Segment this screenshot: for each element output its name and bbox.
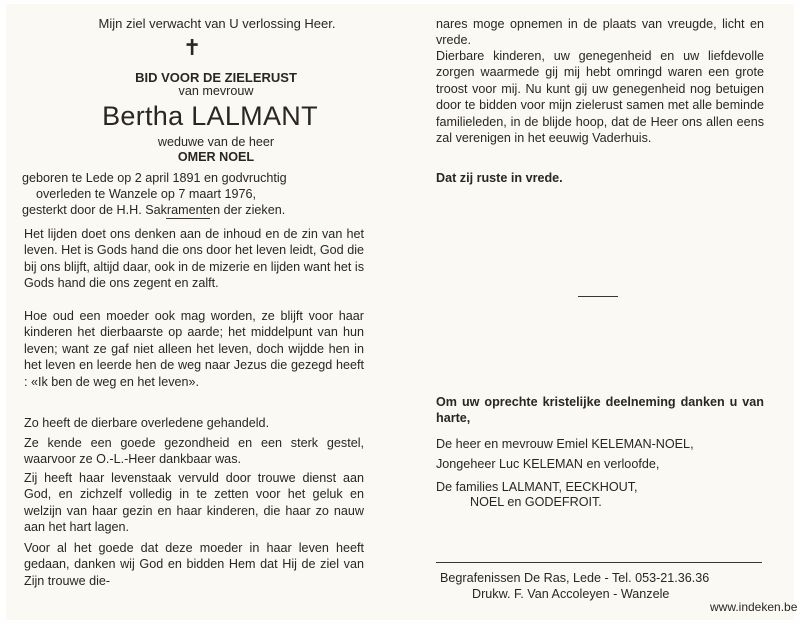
divider-right (578, 296, 618, 297)
widow-of: weduwe van de heer (157, 135, 275, 149)
printer: Drukw. F. Van Accoleyen - Wanzele (472, 587, 670, 601)
thanks-family-1: De heer en mevrouw Emiel KELEMAN-NOEL, (436, 437, 694, 451)
paragraph-health: Ze kende een goede gezondheid en een sterk gestel, waarvoor ze O.-L.-Heer dankbaar was. (24, 436, 364, 467)
thanks-family-4: NOEL en GODEFROIT. (470, 495, 602, 509)
thanks-title: Om uw oprechte kristelijke deelneming danken u van harte, (436, 395, 764, 426)
paragraph-mother: Hoe oud een moeder ook mag worden, ze blijft voor haar kinderen het dierbaarste op aarde; het middelpunt van hun leven; want ze gaf niet alleen het leven, doch wijdde hen in het leven en leerde hen de weg naar Jezus die gezegd heeft : «Ik ben de weg en het leven». (24, 309, 364, 389)
paragraph-service: Zij heeft haar levenstaak vervuld door trouwe dienst aan God, en zichzelf volledig in te zetten voor het geluk en welzijn van haar gezin en haar kinderen, die haar zo nauw aan het hart lagen. (24, 471, 364, 535)
thanks-family-3: De families LALMANT, EECKHOUT, (436, 480, 638, 494)
death-line: overleden te Wanzele op 7 maart 1976, (36, 187, 257, 201)
paragraph-gratitude: Voor al het goede dat deze moeder in haar leven heeft gedaan, danken wij God en bidden Hem dat Hij de ziel van Zijn trouwe die- (24, 541, 364, 588)
birth-line: geboren te Lede op 2 april 1891 en godvruchtig (22, 171, 287, 185)
thanks-family-2: Jongeheer Luc KELEMAN en verloofde, (436, 457, 660, 471)
divider-left (166, 218, 210, 219)
watermark[interactable]: www.indeken.be (710, 600, 798, 614)
bid-title: BID VOOR DE ZIELERUST (135, 70, 297, 85)
paragraph-children: Dierbare kinderen, uw genegenheid en uw liefdevolle zorgen waarmede gij mij hebt omringd waren een grote troost voor mij. Nu kunt gij uw genegenheid nog betuigen door te bidden voor mijn zielerust samen met alle beminde familieleden, in de blijde hoop, dat de Heer ons allen eens zal verenigen in het eeuwig Vaderhuis. (436, 49, 764, 146)
closing-prayer: Dat zij ruste in vrede. (436, 171, 563, 185)
sacraments-line: gesterkt door de H.H. Sakramenten der zieken. (22, 203, 286, 217)
paragraph-acted: Zo heeft de dierbare overledene gehandeld. (24, 416, 270, 430)
funeral-home: Begrafenissen De Ras, Lede - Tel. 053-21.36.36 (440, 571, 710, 585)
footer-divider (436, 562, 762, 563)
deceased-name: Bertha LALMANT (102, 101, 318, 131)
birth-death-info (22, 170, 362, 218)
memorial-card (6, 4, 798, 620)
paragraph-continuation: nares moge opnemen in de plaats van vreugde, licht en vrede. (436, 17, 764, 48)
verse: Mijn ziel verwacht van U verlossing Heer. (98, 16, 336, 31)
van-mevrouw: van mevrouw (178, 84, 254, 98)
cross-icon: ✝ (183, 36, 202, 61)
paragraph-suffering: Het lijden doet ons denken aan de inhoud en de zin van het leven. Het is Gods hand die ons door het leven leidt, God die bij ons blijft, altijd daar, ook in de mizerie en lijden want het is Gods hand die ons zegent en zalft. (24, 227, 364, 291)
husband-name: OMER NOEL (177, 150, 255, 164)
